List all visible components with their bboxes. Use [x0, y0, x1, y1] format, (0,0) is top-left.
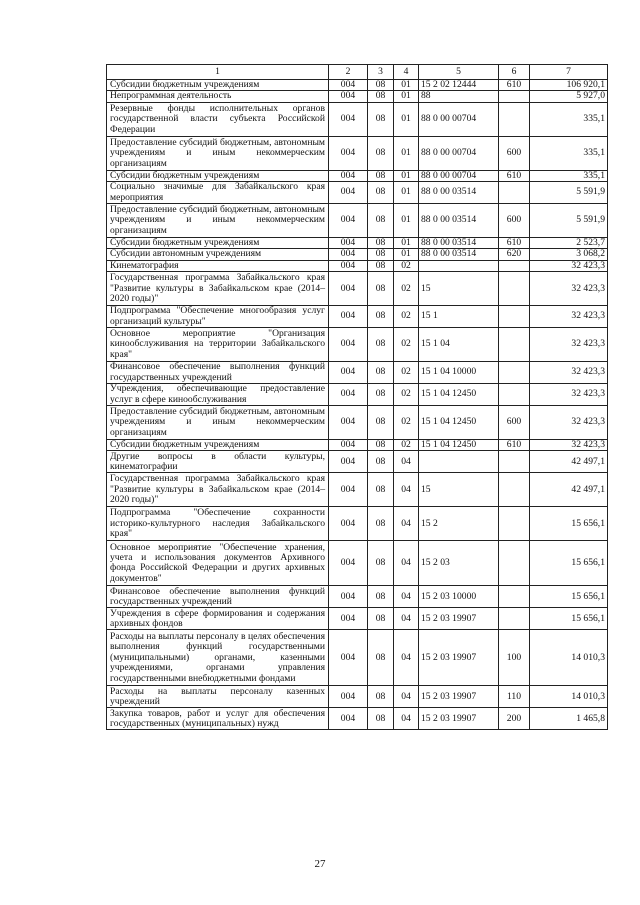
table-row: [107, 91, 608, 102]
cell-col-2: 004: [329, 272, 368, 306]
table-row: [107, 608, 608, 630]
cell-col-6: [499, 182, 530, 204]
cell-col-6: [499, 451, 530, 473]
table-row: [107, 80, 608, 91]
cell-col-4: 02: [394, 406, 419, 440]
cell-col-6: [499, 362, 530, 384]
cell-col-3: 08: [368, 80, 394, 91]
cell-col-2: 004: [329, 440, 368, 451]
cell-col-4: 04: [394, 451, 419, 473]
header-col-4: 4: [394, 65, 419, 80]
cell-col-6: 600: [499, 406, 530, 440]
cell-col-5: 15 1 04 12450: [419, 440, 499, 451]
cell-col-5: 15 2 03: [419, 541, 499, 586]
cell-col-4: 02: [394, 272, 419, 306]
cell-col-5: [419, 451, 499, 473]
table-row: [107, 686, 608, 708]
amount-cell: 335,1: [530, 136, 608, 170]
cell-col-2: 004: [329, 306, 368, 328]
cell-col-6: 620: [499, 249, 530, 260]
row-name-cell: Основное мероприятие "Организация кинообслуживания на территории Забайкальского края": [107, 328, 329, 362]
row-name-cell: Субсидии бюджетным учреждениям: [107, 80, 329, 91]
header-col-6: 6: [499, 65, 530, 80]
header-col-1: 1: [107, 65, 329, 80]
row-name-cell: Субсидии бюджетным учреждениям: [107, 440, 329, 451]
row-name-cell: Финансовое обеспечение выполнения функций государственных учреждений: [107, 586, 329, 608]
cell-col-2: 004: [329, 451, 368, 473]
cell-col-5: 15 1 04: [419, 328, 499, 362]
row-name-cell: Субсидии бюджетным учреждениям: [107, 238, 329, 249]
cell-col-3: 08: [368, 102, 394, 136]
cell-col-2: 004: [329, 91, 368, 102]
table-row: [107, 136, 608, 170]
row-name-cell: Социально значимые для Забайкальского края мероприятия: [107, 182, 329, 204]
cell-col-3: 08: [368, 451, 394, 473]
table-row: [107, 170, 608, 181]
row-name-cell: Расходы на выплаты персоналу казенных учреждений: [107, 686, 329, 708]
cell-col-4: 04: [394, 708, 419, 730]
cell-col-5: 15: [419, 272, 499, 306]
amount-cell: 32 423,3: [530, 384, 608, 406]
cell-col-2: 004: [329, 473, 368, 507]
amount-cell: 5 591,9: [530, 182, 608, 204]
amount-cell: 32 423,3: [530, 440, 608, 451]
amount-cell: 14 010,3: [530, 630, 608, 686]
cell-col-4: 02: [394, 328, 419, 362]
cell-col-6: [499, 384, 530, 406]
amount-cell: 15 656,1: [530, 541, 608, 586]
cell-col-5: 88 0 00 03514: [419, 249, 499, 260]
amount-cell: 42 497,1: [530, 451, 608, 473]
cell-col-5: 15 2 03 19907: [419, 630, 499, 686]
amount-cell: 106 920,1: [530, 80, 608, 91]
cell-col-2: 004: [329, 328, 368, 362]
cell-col-2: 004: [329, 80, 368, 91]
cell-col-6: [499, 608, 530, 630]
cell-col-6: [499, 306, 530, 328]
cell-col-3: 08: [368, 238, 394, 249]
row-name-cell: Финансовое обеспечение выполнения функций государственных учреждений: [107, 362, 329, 384]
table-row: [107, 182, 608, 204]
amount-cell: 32 423,3: [530, 272, 608, 306]
cell-col-3: 08: [368, 708, 394, 730]
cell-col-2: 004: [329, 708, 368, 730]
cell-col-3: 08: [368, 182, 394, 204]
cell-col-6: [499, 507, 530, 541]
cell-col-2: 004: [329, 102, 368, 136]
cell-col-5: 88 0 00 00704: [419, 102, 499, 136]
table-row: [107, 541, 608, 586]
cell-col-4: 02: [394, 384, 419, 406]
amount-cell: 3 068,2: [530, 249, 608, 260]
row-name-cell: Кинематография: [107, 260, 329, 271]
cell-col-3: 08: [368, 541, 394, 586]
cell-col-5: 15 1 04 10000: [419, 362, 499, 384]
cell-col-6: 110: [499, 686, 530, 708]
cell-col-4: 04: [394, 608, 419, 630]
cell-col-4: 04: [394, 630, 419, 686]
cell-col-2: 004: [329, 586, 368, 608]
amount-cell: 1 465,8: [530, 708, 608, 730]
cell-col-6: [499, 473, 530, 507]
cell-col-4: 02: [394, 440, 419, 451]
cell-col-4: 04: [394, 473, 419, 507]
cell-col-3: 08: [368, 260, 394, 271]
header-col-2: 2: [329, 65, 368, 80]
row-name-cell: Подпрограмма "Обеспечение сохранности историко-культурного наследия Забайкальского края": [107, 507, 329, 541]
cell-col-4: 01: [394, 170, 419, 181]
cell-col-4: 04: [394, 507, 419, 541]
budget-table: [106, 64, 608, 730]
cell-col-3: 08: [368, 440, 394, 451]
amount-cell: 32 423,3: [530, 406, 608, 440]
cell-col-4: 04: [394, 686, 419, 708]
cell-col-5: 88 0 00 03514: [419, 238, 499, 249]
cell-col-6: 600: [499, 136, 530, 170]
row-name-cell: Подпрограмма "Обеспечение многообразия услуг организаций культуры": [107, 306, 329, 328]
cell-col-4: 04: [394, 541, 419, 586]
cell-col-2: 004: [329, 204, 368, 238]
cell-col-4: 02: [394, 362, 419, 384]
amount-cell: 32 423,3: [530, 306, 608, 328]
table-row: [107, 328, 608, 362]
cell-col-4: 01: [394, 204, 419, 238]
amount-cell: 5 591,9: [530, 204, 608, 238]
table-row: [107, 260, 608, 271]
cell-col-4: 01: [394, 136, 419, 170]
row-name-cell: Государственная программа Забайкальского края "Развитие культуры в Забайкальском крае (2014–2020 годы)": [107, 473, 329, 507]
amount-cell: 15 656,1: [530, 586, 608, 608]
cell-col-4: 01: [394, 249, 419, 260]
cell-col-6: 600: [499, 204, 530, 238]
cell-col-5: [419, 260, 499, 271]
table-row: [107, 384, 608, 406]
header-col-5: 5: [419, 65, 499, 80]
row-name-cell: Субсидии автономным учреждениям: [107, 249, 329, 260]
cell-col-6: [499, 541, 530, 586]
cell-col-6: 610: [499, 170, 530, 181]
cell-col-2: 004: [329, 686, 368, 708]
amount-cell: 2 523,7: [530, 238, 608, 249]
cell-col-3: 08: [368, 507, 394, 541]
row-name-cell: Государственная программа Забайкальского края "Развитие культуры в Забайкальском крае (2014–2020 годы)": [107, 272, 329, 306]
cell-col-3: 08: [368, 586, 394, 608]
cell-col-6: [499, 102, 530, 136]
cell-col-2: 004: [329, 608, 368, 630]
cell-col-6: 100: [499, 630, 530, 686]
cell-col-5: 15 1 04 12450: [419, 406, 499, 440]
cell-col-6: 200: [499, 708, 530, 730]
cell-col-3: 08: [368, 91, 394, 102]
cell-col-3: 08: [368, 249, 394, 260]
row-name-cell: Предоставление субсидий бюджетным, автономным учреждениям и иным некоммерческим организациям: [107, 204, 329, 238]
header-col-3: 3: [368, 65, 394, 80]
cell-col-4: 02: [394, 260, 419, 271]
row-name-cell: Другие вопросы в области культуры, кинематографии: [107, 451, 329, 473]
table-row: [107, 451, 608, 473]
cell-col-4: 01: [394, 102, 419, 136]
table-row: [107, 306, 608, 328]
cell-col-5: 88 0 00 03514: [419, 204, 499, 238]
cell-col-2: 004: [329, 170, 368, 181]
cell-col-4: 01: [394, 80, 419, 91]
cell-col-2: 004: [329, 384, 368, 406]
cell-col-5: 15 2 03 10000: [419, 586, 499, 608]
amount-cell: 32 423,3: [530, 260, 608, 271]
cell-col-6: 610: [499, 440, 530, 451]
cell-col-4: 01: [394, 238, 419, 249]
amount-cell: 335,1: [530, 170, 608, 181]
cell-col-5: 15: [419, 473, 499, 507]
cell-col-4: 02: [394, 306, 419, 328]
row-name-cell: Непрограммная деятельность: [107, 91, 329, 102]
table-row: [107, 586, 608, 608]
table-row: [107, 473, 608, 507]
cell-col-2: 004: [329, 507, 368, 541]
cell-col-5: 15 2 03 19907: [419, 708, 499, 730]
page-number: 27: [314, 858, 326, 870]
cell-col-3: 08: [368, 473, 394, 507]
table-row: [107, 440, 608, 451]
row-name-cell: Расходы на выплаты персоналу в целях обеспечения выполнения функций государственными (муниципальными) органами, казенными учреждениями, органами управления государственными внебюджетными фондами: [107, 630, 329, 686]
table-row: [107, 272, 608, 306]
cell-col-5: 88 0 00 00704: [419, 136, 499, 170]
row-name-cell: Предоставление субсидий бюджетным, автономным учреждениям и иным некоммерческим организациям: [107, 406, 329, 440]
row-name-cell: Учреждения, обеспечивающие предоставление услуг в сфере кинообслуживания: [107, 384, 329, 406]
cell-col-3: 08: [368, 406, 394, 440]
cell-col-3: 08: [368, 328, 394, 362]
cell-col-3: 08: [368, 608, 394, 630]
table-row: [107, 630, 608, 686]
cell-col-2: 004: [329, 136, 368, 170]
amount-cell: 15 656,1: [530, 507, 608, 541]
cell-col-3: 08: [368, 136, 394, 170]
cell-col-6: [499, 328, 530, 362]
cell-col-5: 15 2 02 12444: [419, 80, 499, 91]
cell-col-2: 004: [329, 541, 368, 586]
amount-cell: 32 423,3: [530, 362, 608, 384]
table-row: [107, 238, 608, 249]
table-row: [107, 249, 608, 260]
amount-cell: 42 497,1: [530, 473, 608, 507]
cell-col-3: 08: [368, 272, 394, 306]
amount-cell: 14 010,3: [530, 686, 608, 708]
table-row: [107, 708, 608, 730]
cell-col-5: 15 1 04 12450: [419, 384, 499, 406]
amount-cell: 5 927,0: [530, 91, 608, 102]
cell-col-2: 004: [329, 249, 368, 260]
cell-col-3: 08: [368, 384, 394, 406]
cell-col-4: 01: [394, 91, 419, 102]
table-header-row: [107, 65, 608, 80]
cell-col-4: 04: [394, 586, 419, 608]
row-name-cell: Закупка товаров, работ и услуг для обеспечения государственных (муниципальных) нужд: [107, 708, 329, 730]
cell-col-3: 08: [368, 306, 394, 328]
cell-col-3: 08: [368, 170, 394, 181]
cell-col-6: 610: [499, 80, 530, 91]
cell-col-6: [499, 272, 530, 306]
cell-col-2: 004: [329, 238, 368, 249]
cell-col-2: 004: [329, 630, 368, 686]
cell-col-5: 15 1: [419, 306, 499, 328]
cell-col-2: 004: [329, 362, 368, 384]
table-row: [107, 204, 608, 238]
cell-col-3: 08: [368, 686, 394, 708]
row-name-cell: Основное мероприятие "Обеспечение хранения, учета и использования документов Архивного фонда Российской Федерации и других архивных документов": [107, 541, 329, 586]
table-row: [107, 406, 608, 440]
cell-col-2: 004: [329, 260, 368, 271]
cell-col-4: 01: [394, 182, 419, 204]
amount-cell: 335,1: [530, 102, 608, 136]
cell-col-3: 08: [368, 630, 394, 686]
cell-col-5: 15 2: [419, 507, 499, 541]
table-row: [107, 102, 608, 136]
amount-cell: 32 423,3: [530, 328, 608, 362]
row-name-cell: Учреждения в сфере формирования и содержания архивных фондов: [107, 608, 329, 630]
row-name-cell: Предоставление субсидий бюджетным, автономным учреждениям и иным некоммерческим организациям: [107, 136, 329, 170]
cell-col-2: 004: [329, 182, 368, 204]
table-row: [107, 507, 608, 541]
cell-col-5: 88 0 00 03514: [419, 182, 499, 204]
row-name-cell: Субсидии бюджетным учреждениям: [107, 170, 329, 181]
cell-col-5: 88: [419, 91, 499, 102]
cell-col-3: 08: [368, 204, 394, 238]
table-row: [107, 362, 608, 384]
cell-col-6: 610: [499, 238, 530, 249]
cell-col-6: [499, 260, 530, 271]
cell-col-5: 15 2 03 19907: [419, 686, 499, 708]
header-col-7: 7: [530, 65, 608, 80]
cell-col-2: 004: [329, 406, 368, 440]
cell-col-6: [499, 91, 530, 102]
amount-cell: 15 656,1: [530, 608, 608, 630]
cell-col-5: 15 2 03 19907: [419, 608, 499, 630]
row-name-cell: Резервные фонды исполнительных органов государственной власти субъекта Российской Федерации: [107, 102, 329, 136]
cell-col-3: 08: [368, 362, 394, 384]
cell-col-6: [499, 586, 530, 608]
cell-col-5: 88 0 00 00704: [419, 170, 499, 181]
